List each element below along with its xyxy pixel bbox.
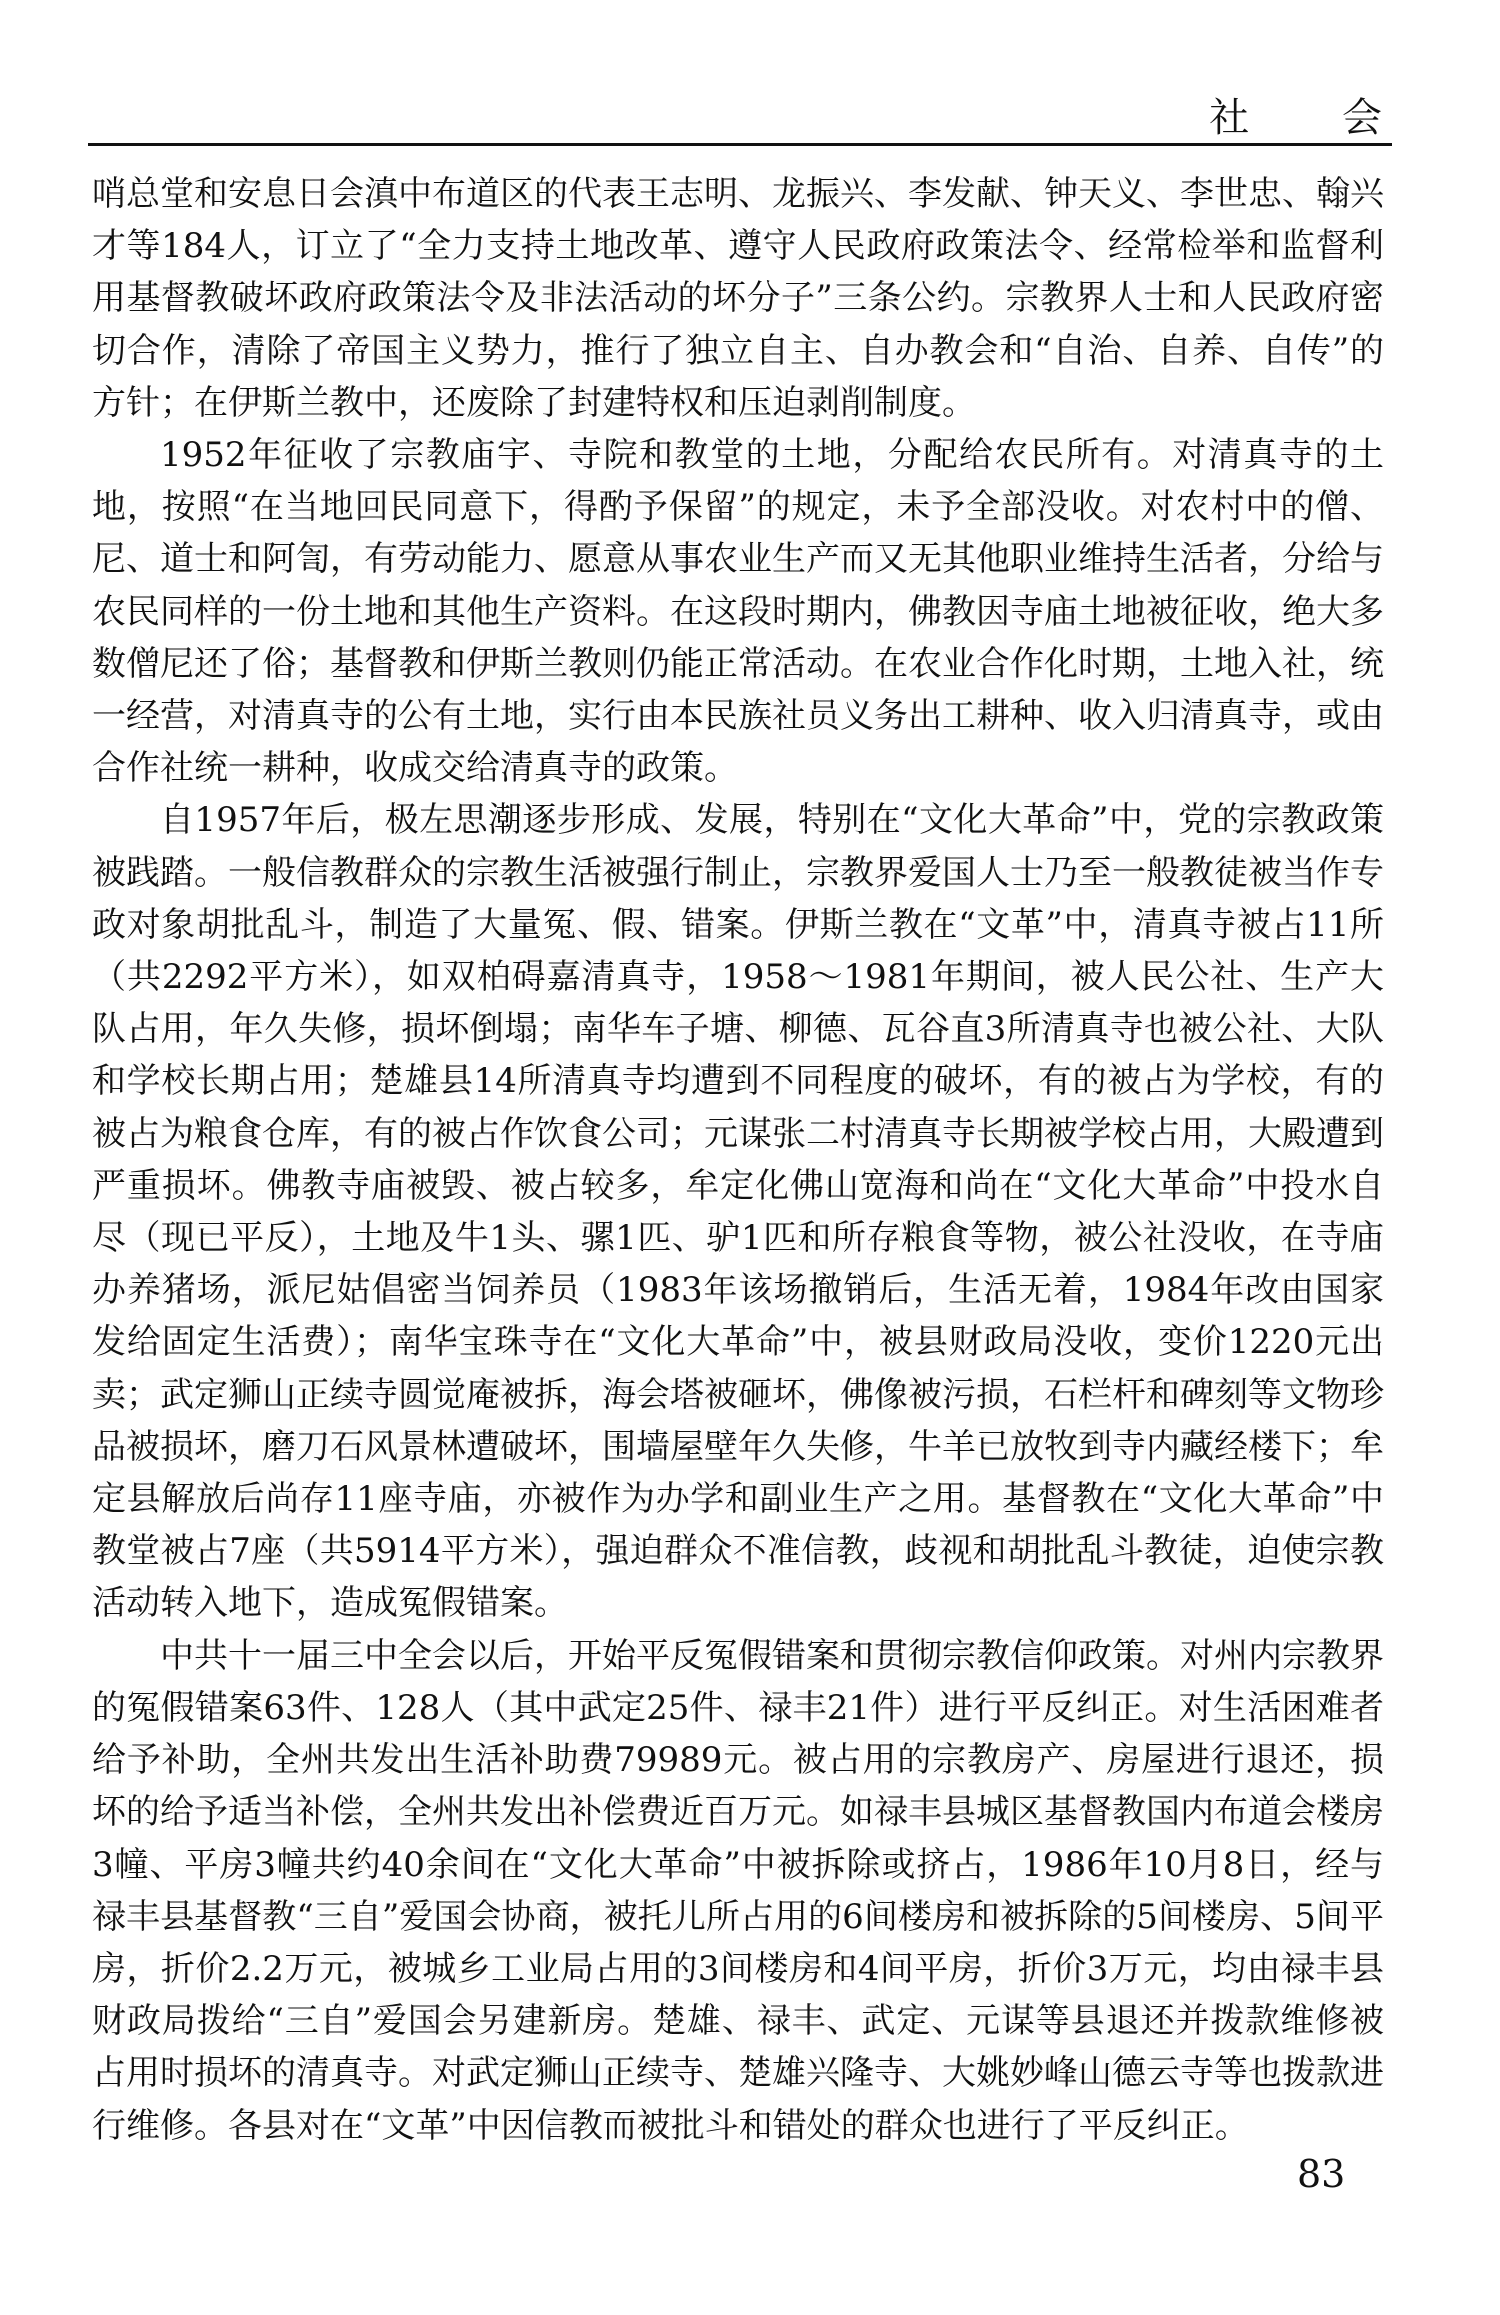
paragraph-4: 中共十一届三中全会以后，开始平反冤假错案和贯彻宗教信仰政策。对州内宗教界的冤假错案63件、128人（其中武定25件、禄丰21件）进行平反纠正。对生活困难者给予补助，全州共发出生活补助费79989元。被占用的宗教房产、房屋进行退还，损坏的给予适当补偿，全州共发出补偿费近百万元。如禄丰县城区基督教国内布道会楼房3幢、平房3幢共约40余间在“文化大革命”中被拆除或挤占，1986年10月8日，经与禄丰县基督教“三自”爱国会协商，被托儿所占用的6间楼房和被拆除的5间楼房、5间平房，折价2.2万元，被城乡工业局占用的3间楼房和4间平房，折价3万元，均由禄丰县财政局拨给“三自”爱国会另建新房。楚雄、禄丰、武定、元谋等县退还并拨款维修被占用时损坏的清真寺。对武定狮山正续寺、楚雄兴隆寺、大姚妙峰山德云寺等也拨款进行维修。各县对在“文革”中因信教而被批斗和错处的群众也进行了平反纠正。: [92, 1635, 1384, 2146]
page-number: 83: [1297, 2152, 1346, 2196]
paragraph-2: 1952年征收了宗教庙宇、寺院和教堂的土地，分配给农民所有。对清真寺的土地，按照“在当地回民同意下，得酌予保留”的规定，未予全部没收。对农村中的僧、尼、道士和阿訇，有劳动能力、愿意从事农业生产而又无其他职业维持生活者，分给与农民同样的一份土地和其他生产资料。在这段时期内，佛教因寺庙土地被征收，绝大多数僧尼还了俗；基督教和伊斯兰教则仍能正常活动。在农业合作化时期，土地入社，统一经营，对清真寺的公有土地，实行由本民族社员义务出工耕种、收入归清真寺，或由合作社统一耕种，收成交给清真寺的政策。: [92, 435, 1384, 789]
body-text: [92, 168, 1384, 2152]
paragraph-3: 自1957年后，极左思潮逐步形成、发展，特别在“文化大革命”中，党的宗教政策被践踏。一般信教群众的宗教生活被强行制止，宗教界爱国人士乃至一般教徒被当作专政对象胡批乱斗，制造了大量冤、假、错案。伊斯兰教在“文革”中，清真寺被占11所（共2292平方米），如双柏碍嘉清真寺，1958～1981年期间，被人民公社、生产大队占用，年久失修，损坏倒塌；南华车子塘、柳德、瓦谷直3所清真寺也被公社、大队和学校长期占用；楚雄县14所清真寺均遭到不同程度的破坏，有的被占为学校，有的被占为粮食仓库，有的被占作饮食公司；元谋张二村清真寺长期被学校占用，大殿遭到严重损坏。佛教寺庙被毁、被占较多，牟定化佛山宽海和尚在“文化大革命”中投水自尽（现已平反），土地及牛1头、骡1匹、驴1匹和所存粮食等物，被公社没收，在寺庙办养猪场，派尼姑倡密当饲养员（1983年该场撤销后，生活无着，1984年改由国家发给固定生活费）；南华宝珠寺在“文化大革命”中，被县财政局没收，变价1220元出卖；武定狮山正续寺圆觉庵被拆，海会塔被砸坏，佛像被污损，石栏杆和碑刻等文物珍品被损坏，磨刀石风景林遭破坏，围墙屋壁年久失修，牛羊已放牧到寺内藏经楼下；牟定县解放后尚存11座寺庙，亦被作为办学和副业生产之用。基督教在“文化大革命”中教堂被占7座（共5914平方米），强迫群众不准信教，歧视和胡批乱斗教徒，迫使宗教活动转入地下，造成冤假错案。: [92, 800, 1384, 1624]
header-rule: [88, 143, 1392, 146]
paragraph-1: 哨总堂和安息日会滇中布道区的代表王志明、龙振兴、李发献、钟天义、李世忠、翰兴才等184人，订立了“全力支持土地改革、遵守人民政府政策法令、经常检举和监督利用基督教破坏政府政策法令及非法活动的坏分子”三条公约。宗教界人士和人民政府密切合作，清除了帝国主义势力，推行了独立自主、自办教会和“自治、自养、自传”的方针；在伊斯兰教中，还废除了封建特权和压迫剥削制度。: [92, 174, 1384, 423]
running-header: 社 会: [1209, 95, 1422, 141]
